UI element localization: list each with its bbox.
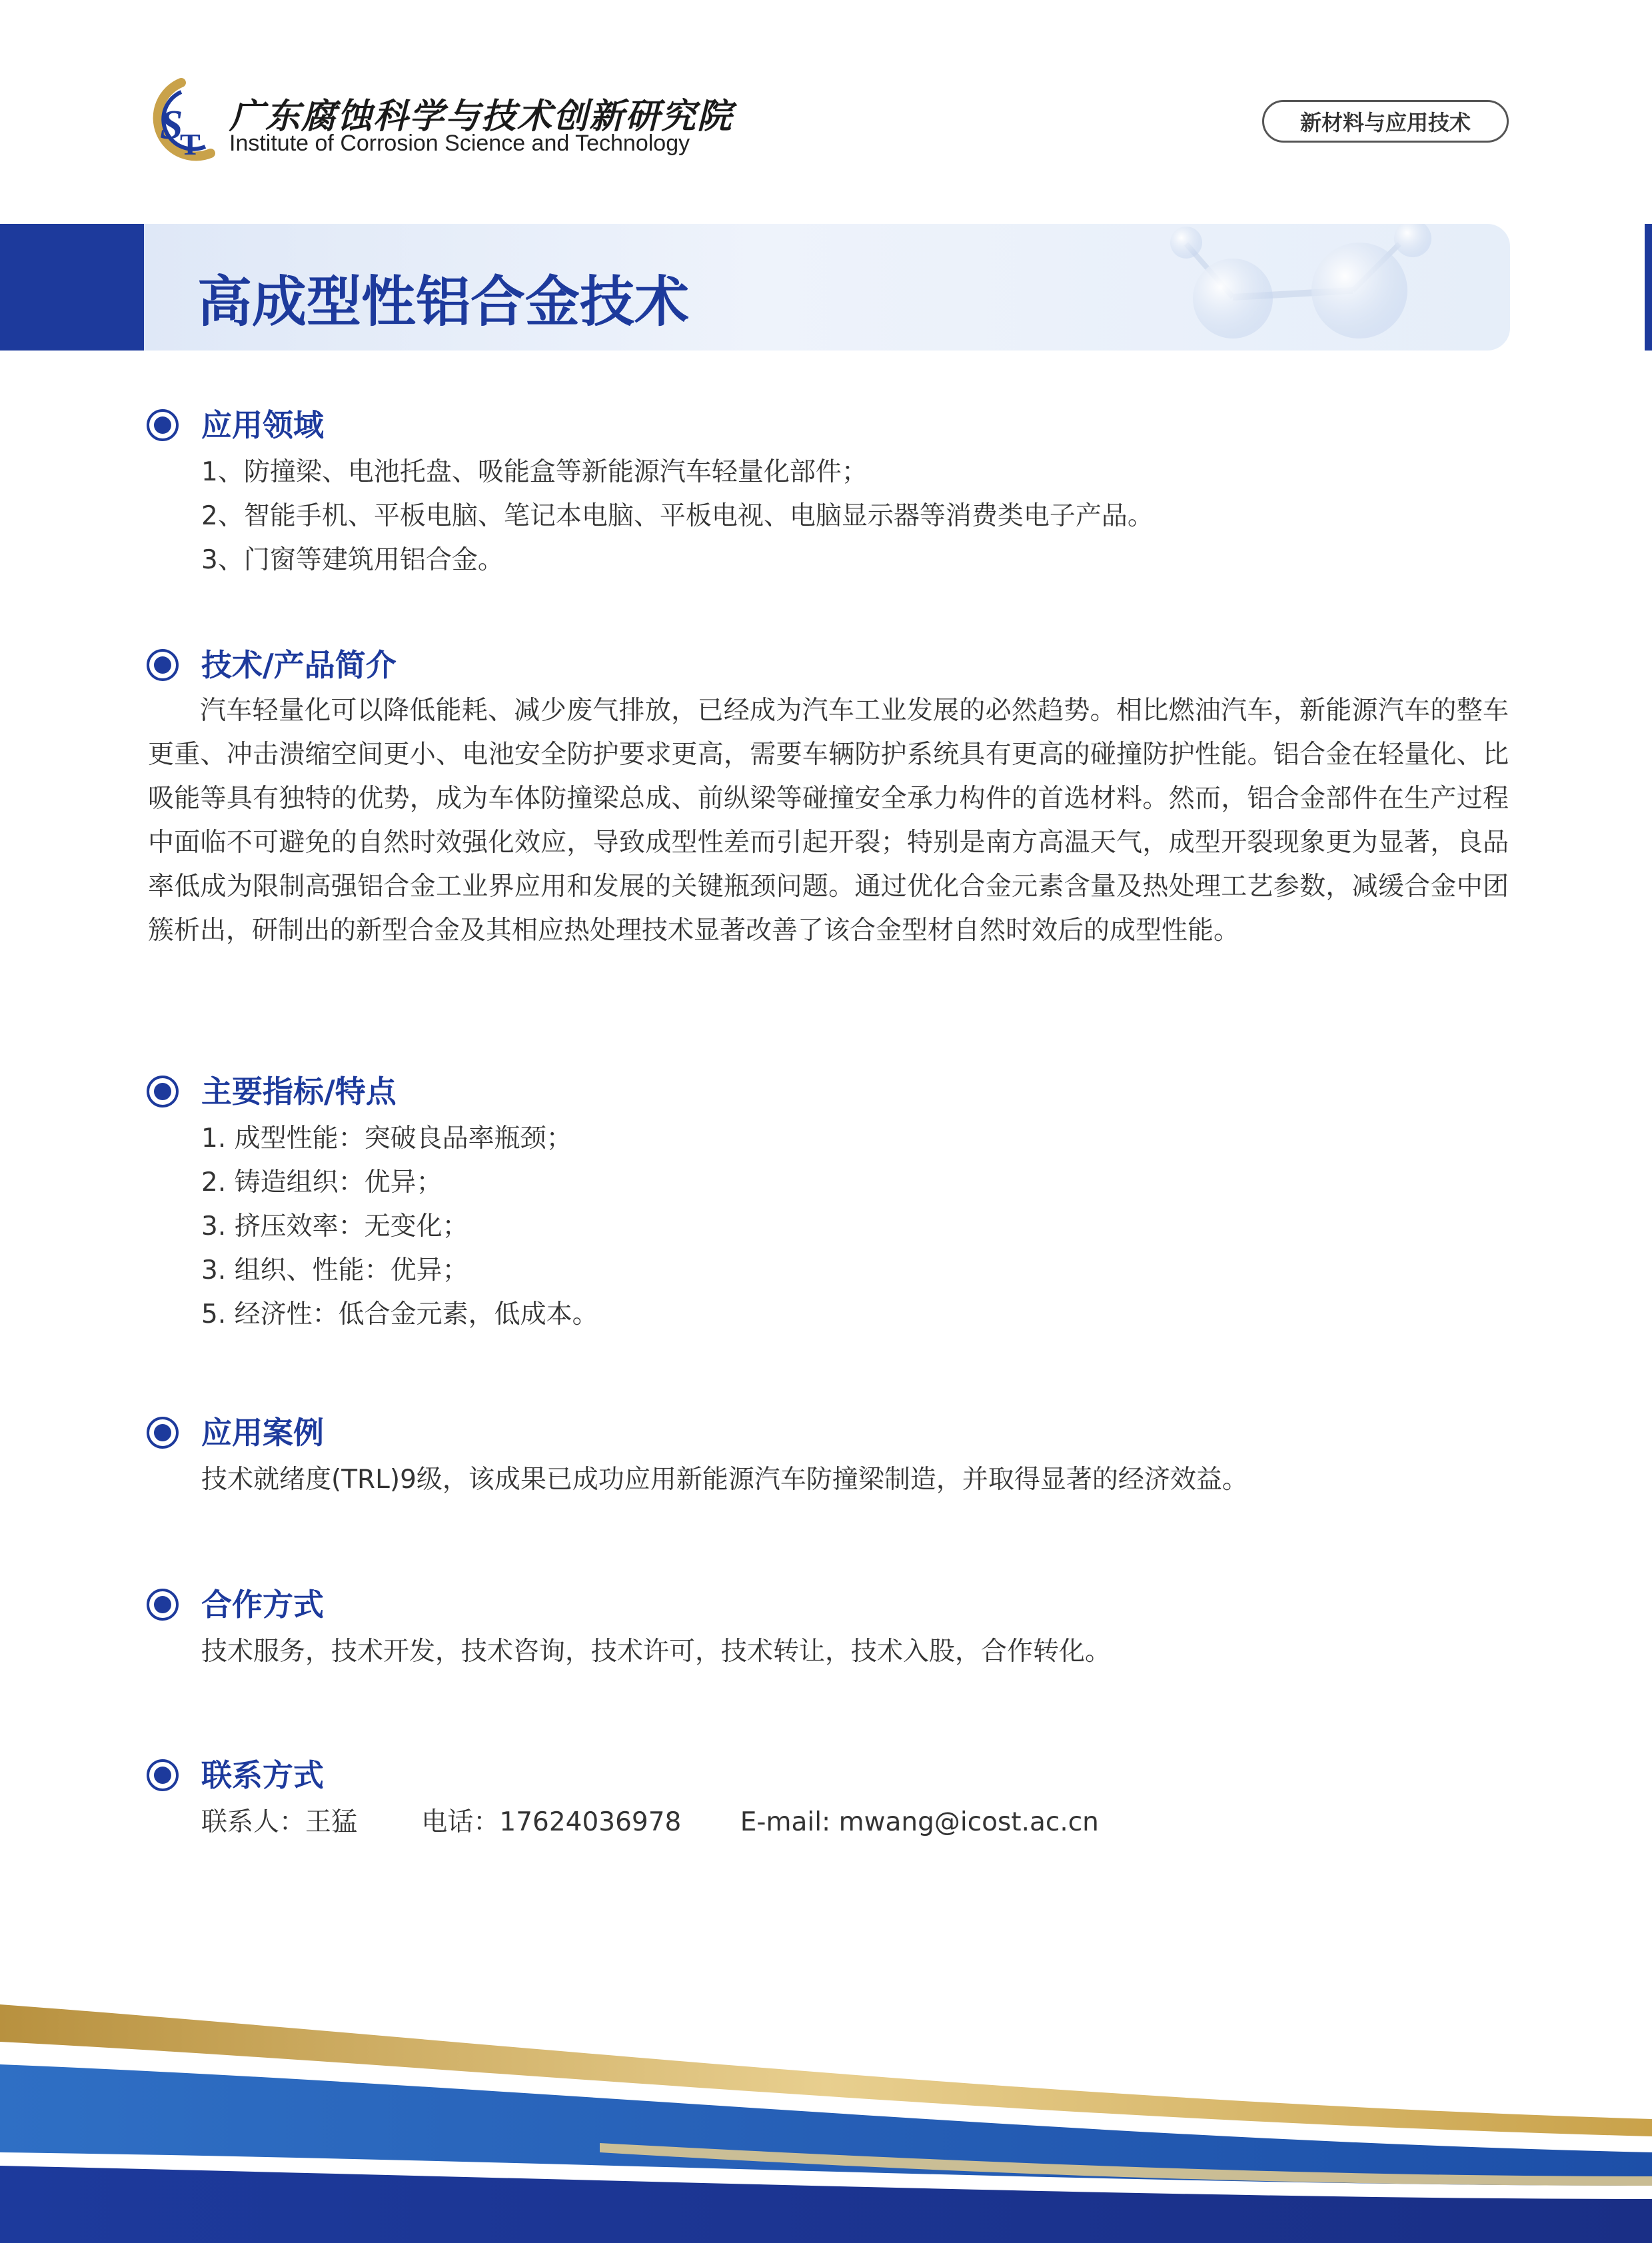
- list-item: 2. 铸造组织：优异；: [201, 1167, 442, 1197]
- list-item: 5. 经济性：低合金元素，低成本。: [201, 1299, 598, 1329]
- cooperation-list: [201, 1630, 1511, 1674]
- org-name-en: Institute of Corrosion Science and Technology: [229, 131, 690, 156]
- features-list: [201, 1117, 1511, 1337]
- section-heading: 合作方式: [201, 1587, 324, 1623]
- section-heading: 主要指标/特点: [201, 1074, 397, 1110]
- contact-person: 联系人：王猛: [201, 1807, 358, 1837]
- intro-paragraph: 汽车轻量化可以降低能耗、减少废气排放，已经成为汽车工业发展的必然趋势。相比燃油汽车，新能源汽车的整车更重、冲击溃缩空间更小、电池安全防护要求更高，需要车辆防护系统具有更高的碰撞防护性能。铝合金在轻量化、比吸能等具有独特的优势，成为车体防撞梁总成、前纵梁等碰撞安全承力构件的首选材料。然而，铝合金部件在生产过程中面临不可避免的自然时效强化效应，导致成型性差而引起开裂；特别是南方高温天气，成型开裂现象更为显著，良品率低成为限制高强铝合金工业界应用和发展的关键瓶颈问题。通过优化合金元素含量及热处理工艺参数，减缓合金中团簇析出，研制出的新型合金及其相应热处理技术显著改善了该合金型材自然时效后的成型性能。: [148, 696, 1509, 946]
- list-item: 技术服务，技术开发，技术咨询，技术许可，技术转让，技术入股，合作转化。: [201, 1637, 1112, 1667]
- list-item: 1、防撞梁、电池托盘、吸能盒等新能源汽车轻量化部件；: [201, 457, 868, 487]
- title-banner: [0, 224, 1652, 351]
- section-bullet-icon: [145, 1074, 180, 1109]
- list-item: 3. 组织、性能：优异；: [201, 1255, 468, 1285]
- logo-emblem-icon: [141, 75, 221, 175]
- page-title: 高成型性铝合金技术: [197, 271, 690, 334]
- section-intro: [145, 644, 1511, 953]
- svg-text:T: T: [180, 127, 201, 161]
- title-accent-edge: [1645, 224, 1652, 351]
- section-bullet-icon: [145, 1758, 180, 1793]
- list-item: 1. 成型性能：突破良品率瓶颈；: [201, 1123, 572, 1153]
- section-heading: 应用案例: [201, 1415, 324, 1451]
- org-name-cn: 广东腐蚀科学与技术创新研究院: [229, 96, 734, 137]
- section-bullet-icon: [145, 648, 180, 682]
- contact-phone: 电话：17624036978: [421, 1807, 682, 1837]
- section-cases: [145, 1411, 1511, 1502]
- section-heading: 应用领域: [201, 407, 324, 443]
- title-accent-block: [0, 224, 144, 351]
- contact-email[interactable]: E-mail: mwang@icost.ac.cn: [740, 1807, 1099, 1837]
- application-list: [201, 450, 1511, 582]
- section-bullet-icon: [145, 1415, 180, 1450]
- footer-wave-decoration: [0, 1986, 1652, 2243]
- org-logo: [141, 75, 734, 175]
- section-features: [145, 1070, 1511, 1337]
- list-item: 3、门窗等建筑用铝合金。: [201, 545, 504, 575]
- section-contact: [145, 1754, 1511, 1845]
- svg-text:S: S: [160, 103, 183, 148]
- contact-row: [201, 1801, 1511, 1845]
- section-heading: 联系方式: [201, 1757, 324, 1793]
- category-badge: 新材料与应用技术: [1262, 100, 1509, 143]
- section-bullet-icon: [145, 1587, 180, 1622]
- molecule-decoration-icon: [1133, 224, 1479, 351]
- cases-list: [201, 1458, 1511, 1502]
- list-item: 3. 挤压效率：无变化；: [201, 1211, 468, 1241]
- list-item: 2、智能手机、平板电脑、笔记本电脑、平板电视、电脑显示器等消费类电子产品。: [201, 501, 1154, 531]
- list-item: 技术就绪度(TRL)9级，该成果已成功应用新能源汽车防撞梁制造，并取得显著的经济效益。: [201, 1465, 1248, 1495]
- section-bullet-icon: [145, 408, 180, 442]
- section-application: [145, 404, 1511, 582]
- section-heading: 技术/产品简介: [201, 647, 397, 683]
- section-cooperation: [145, 1583, 1511, 1674]
